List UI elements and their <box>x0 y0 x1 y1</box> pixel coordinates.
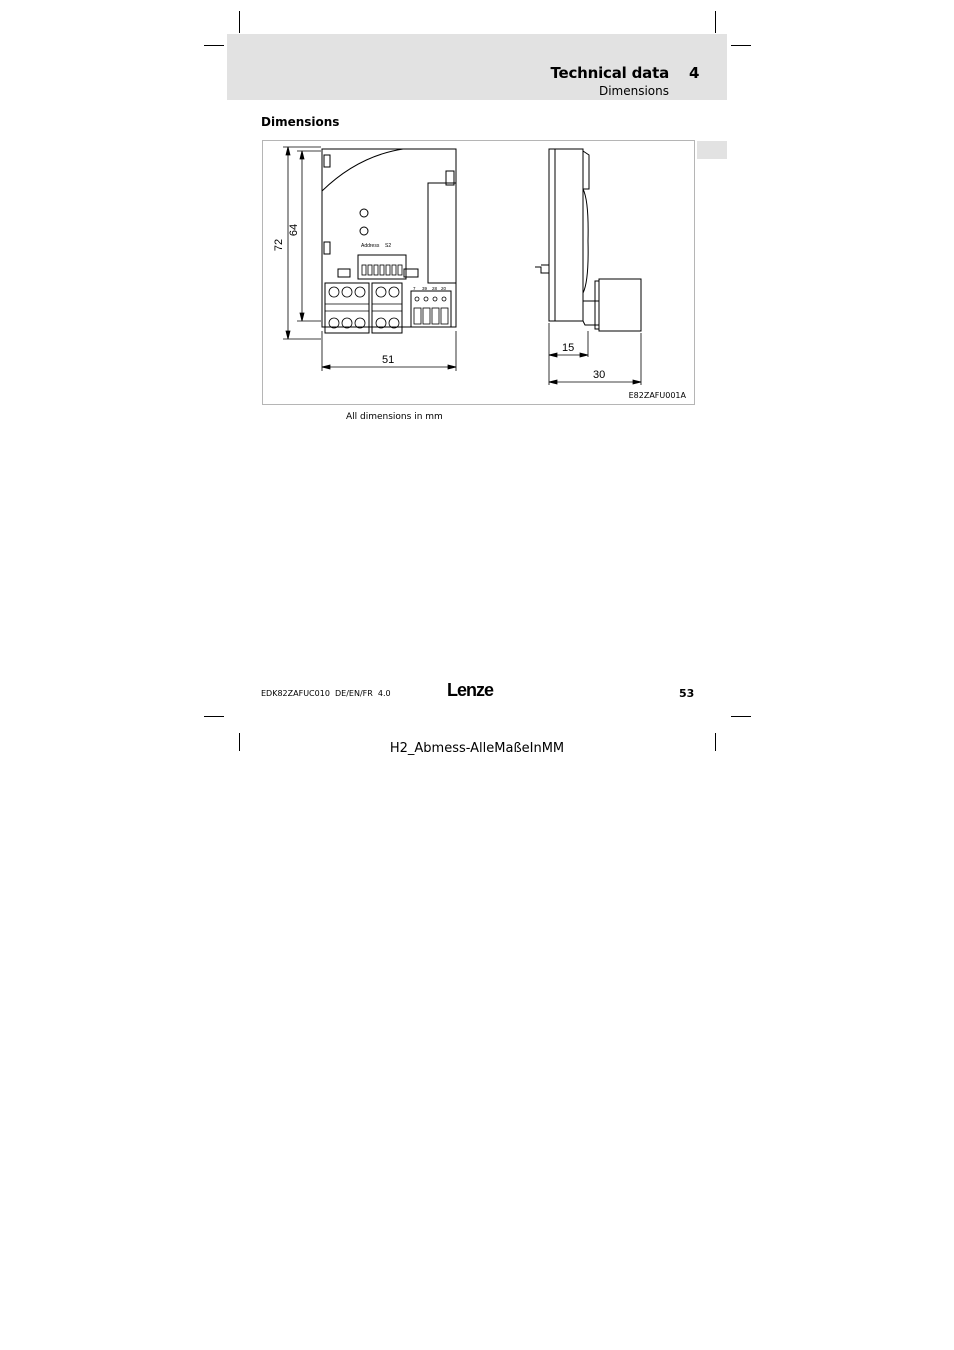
front-housing <box>322 149 456 327</box>
drawing-label-address: Address <box>361 243 380 249</box>
footer-doc-id: EDK82ZAFUC010 DE/EN/FR 4.0 <box>261 689 391 698</box>
terminal-block <box>411 291 451 327</box>
dimension-label-30: 30 <box>593 369 606 381</box>
front-slot <box>324 155 330 167</box>
chapter-title: Technical data <box>550 64 669 82</box>
header-section: Dimensions <box>598 84 669 98</box>
dimension-label-72: 72 <box>273 238 286 252</box>
terminal-label: 20 <box>441 286 447 291</box>
dimension-drawing <box>263 141 694 404</box>
terminal-label: 39 <box>422 286 428 291</box>
crop-mark <box>239 11 240 33</box>
dimension-label-15: 15 <box>562 342 575 354</box>
lenze-logo-text: Lenze <box>447 680 494 700</box>
dimension-drawing-frame <box>262 140 695 405</box>
chapter-tab <box>697 141 727 159</box>
page-number: 53 <box>679 687 695 700</box>
crop-mark <box>204 716 224 717</box>
drawing-label-s2: S2 <box>385 243 392 249</box>
terminal-block <box>325 283 369 333</box>
front-housing-curve <box>322 149 403 191</box>
lenze-logo <box>447 678 507 706</box>
chapter-number: 4 <box>689 64 700 82</box>
crop-mark <box>731 716 751 717</box>
crop-mark <box>715 11 716 33</box>
front-slot <box>324 242 330 254</box>
terminal-label: 7 <box>413 286 416 291</box>
plug-module <box>428 183 456 283</box>
figure-code: E82ZAFU001A <box>628 391 686 400</box>
led-icon <box>360 227 368 235</box>
crop-mark <box>204 45 224 46</box>
file-label: H2_Abmess-AlleMaßeInMM <box>389 741 565 756</box>
crop-mark <box>731 45 751 46</box>
dimension-label-64: 64 <box>288 223 301 237</box>
led-icon <box>360 209 368 217</box>
side-terminal <box>599 279 641 331</box>
figure-caption: All dimensions in mm <box>346 412 443 422</box>
section-title: Dimensions <box>261 115 340 129</box>
terminal-label: 28 <box>432 286 438 291</box>
dimension-label-51: 51 <box>382 354 395 366</box>
side-housing <box>549 149 583 321</box>
